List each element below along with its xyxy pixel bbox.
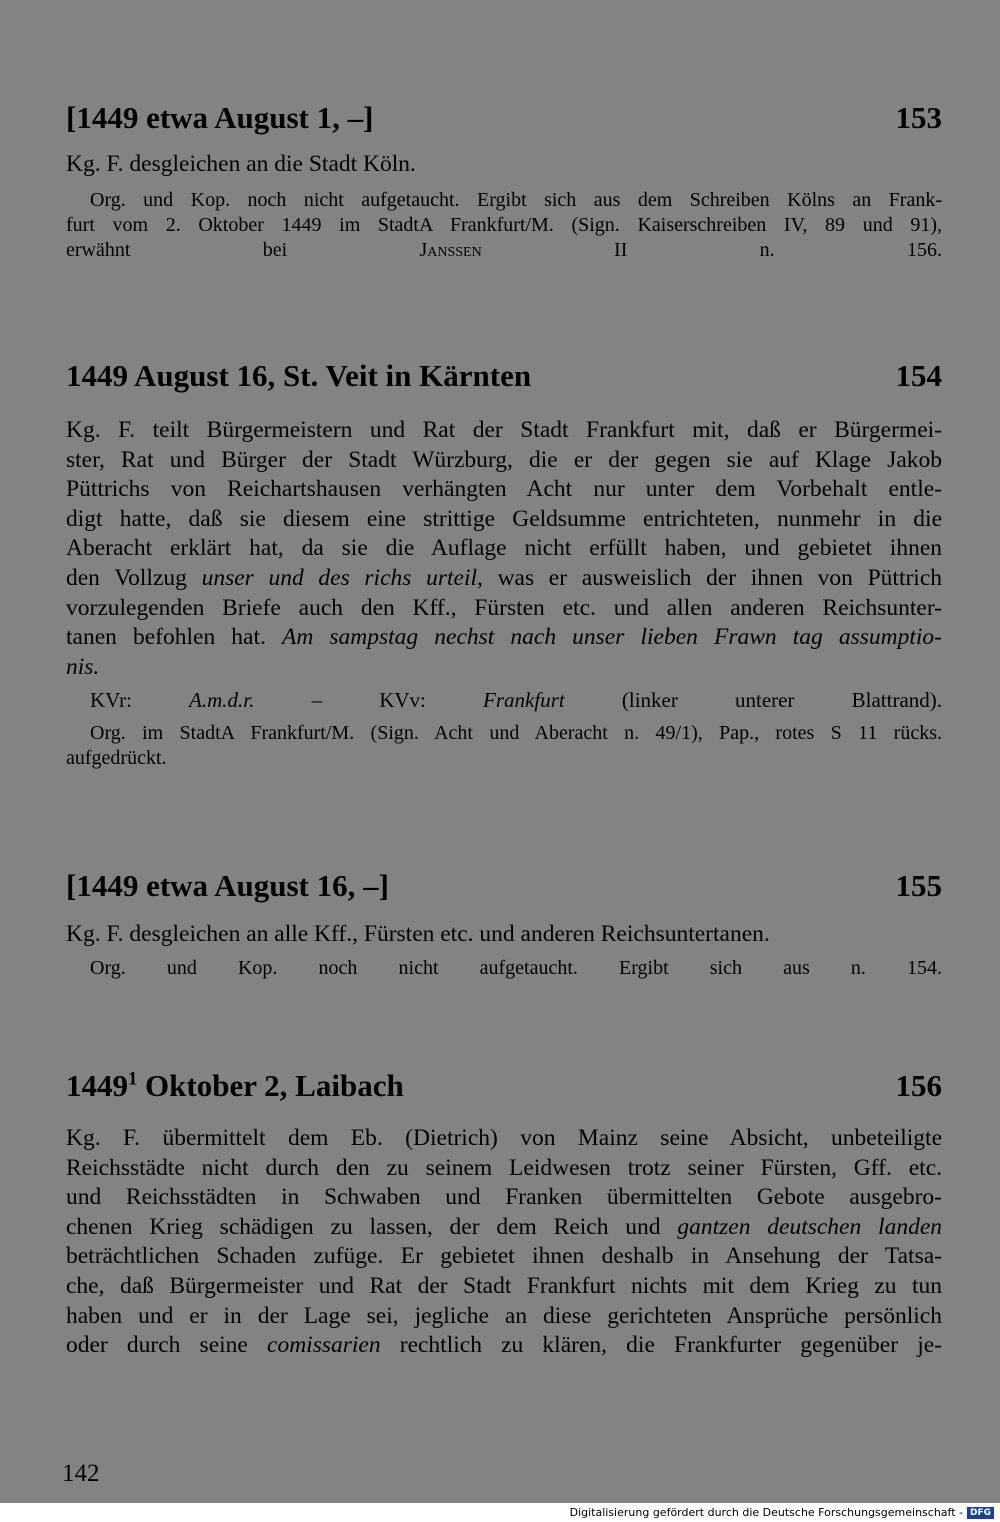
entry-date: [1449 etwa August 1, –]: [66, 100, 374, 135]
summary-line: Kg. F. übermittelt dem Eb. (Dietrich) von Mainz seine Absicht, unbeteiligte: [66, 1125, 942, 1151]
note-line: aufgedrückt.: [66, 747, 167, 770]
summary-line: Kg. F. desgleichen an alle Kff., Fürsten etc. und anderen Reichsuntertanen.: [66, 921, 770, 947]
page-number: 142: [62, 1460, 100, 1487]
entry-number: 155: [895, 868, 942, 903]
entry-summary: [66, 920, 942, 950]
summary-text: tanen befohlen hat.: [66, 624, 266, 651]
summary-text: oder durch seine: [66, 1332, 248, 1359]
entry-kv: [66, 688, 942, 713]
entry-156: [66, 1068, 942, 1361]
entry-155: [66, 868, 942, 981]
summary-line: [66, 653, 942, 683]
summary-line: Kg. F. teilt Bürgermeistern und Rat der Stadt Frankfurt mit, daß er Bürgermei-: [66, 417, 942, 443]
footnote-marker: 1: [128, 1068, 138, 1090]
kv-value: Frankfurt: [483, 688, 565, 713]
note-line: Org. und Kop. noch nicht aufgetaucht. Ergibt sich aus n. 154.: [90, 956, 942, 979]
summary-line: Reichsstädte nicht durch den zu seinem Leidwesen trotz seiner Fürsten, Gff. etc.: [66, 1154, 942, 1181]
summary-line: vorzulegenden Briefe auch den Kff., Fürsten etc. und allen anderen Reichsunter-: [66, 594, 942, 621]
summary-line: [66, 1213, 942, 1243]
summary-line: Kg. F. desgleichen an die Stadt Köln.: [66, 151, 416, 177]
note-text: II n. 156.: [614, 238, 942, 261]
author-name: Janssen: [419, 238, 482, 261]
note-line: furt vom 2. Oktober 1449 im StadtA Frankfurt/M. (Sign. Kaiserschreiben IV, 89 und 91),: [66, 213, 942, 236]
dating-clause: Am sampstag nechst nach unser lieben Frawn tag assumptio-: [281, 624, 942, 651]
note-text: erwähnt bei: [66, 238, 288, 261]
entry-summary: [66, 150, 942, 180]
summary-line: [66, 564, 942, 594]
summary-line: beträchtlichen Schaden zufüge. Er gebietet ihnen deshalb in Ansehung der Tatsa-: [66, 1243, 942, 1270]
kv-label: KVr:: [90, 688, 132, 713]
dfg-logo: DFG: [967, 1507, 994, 1519]
quote-text: comissarien: [267, 1332, 381, 1359]
entry-summary: [66, 1124, 942, 1361]
note-line: [66, 238, 942, 263]
entry-date: [66, 1068, 404, 1104]
quote-text: unser und des richs urteil,: [201, 564, 483, 591]
quote-text: gantzen deutschen landen: [677, 1213, 942, 1240]
entry-summary: [66, 416, 942, 682]
entry-date: [1449 etwa August 16, –]: [66, 868, 389, 903]
entry-number: 153: [895, 100, 942, 135]
kv-label: – KVv:: [311, 688, 426, 713]
summary-line: und Reichsstädten in Schwaben und Franken übermittelten Gebote ausgebro-: [66, 1184, 942, 1211]
summary-text: was er ausweislich der ihnen von Püttrich: [497, 564, 943, 591]
entry-heading: [66, 1068, 942, 1104]
entry-154: [66, 358, 942, 771]
entry-heading: [66, 358, 942, 394]
entry-number: 156: [895, 1068, 942, 1103]
summary-text: rechtlich zu klären, die Frankfurter gegenüber je-: [399, 1332, 942, 1359]
date-rest: Oktober 2, Laibach: [137, 1068, 404, 1103]
kv-text: (linker unterer Blattrand).: [621, 688, 943, 713]
entry-number: 154: [895, 358, 942, 393]
summary-text: den Vollzug: [66, 564, 187, 591]
summary-line: Püttrichs von Reichartshausen verhängten Acht nur unter dem Vorbehalt entle-: [66, 476, 942, 503]
dating-clause: nis.: [66, 653, 100, 680]
kv-value: A.m.d.r.: [189, 688, 255, 713]
entry-153: [66, 100, 942, 263]
entry-heading: [66, 100, 942, 136]
entry-note: [66, 956, 942, 981]
note-line: Org. und Kop. noch nicht aufgetaucht. Ergibt sich aus dem Schreiben Kölns an Frank-: [90, 188, 942, 211]
entry-note: [66, 721, 942, 771]
summary-text: chenen Krieg schädigen zu lassen, der dem Reich und: [66, 1213, 661, 1240]
footer-credit: [570, 1505, 994, 1521]
entry-date: 1449 August 16, St. Veit in Kärnten: [66, 358, 532, 393]
summary-line: [66, 1331, 942, 1361]
footer-text: Digitalisierung gefördert durch die Deutsche Forschungsgemeinschaft -: [569, 1506, 963, 1519]
date-year: 1449: [66, 1068, 128, 1103]
kv-line: [66, 688, 942, 713]
summary-line: [66, 623, 942, 653]
summary-line: Aberacht erklärt hat, da sie die Auflage nicht erfüllt haben, und gebietet ihnen: [66, 535, 942, 562]
summary-line: digt hatte, daß sie diesem eine strittige Geldsumme entrichteten, nunmehr in die: [66, 505, 942, 532]
summary-line: che, daß Bürgermeister und Rat der Stadt Frankfurt nichts mit dem Krieg zu tun: [66, 1272, 942, 1299]
entry-heading: [66, 868, 942, 904]
summary-line: haben und er in der Lage sei, jegliche an diese gerichteten Ansprüche persönlich: [66, 1302, 942, 1329]
entry-note: [66, 188, 942, 263]
note-line: Org. im StadtA Frankfurt/M. (Sign. Acht und Aberacht n. 49/1), Pap., rotes S 11 rücks.: [90, 722, 942, 745]
summary-line: ster, Rat und Bürger der Stadt Würzburg, die er der gegen sie auf Klage Jakob: [66, 446, 942, 473]
